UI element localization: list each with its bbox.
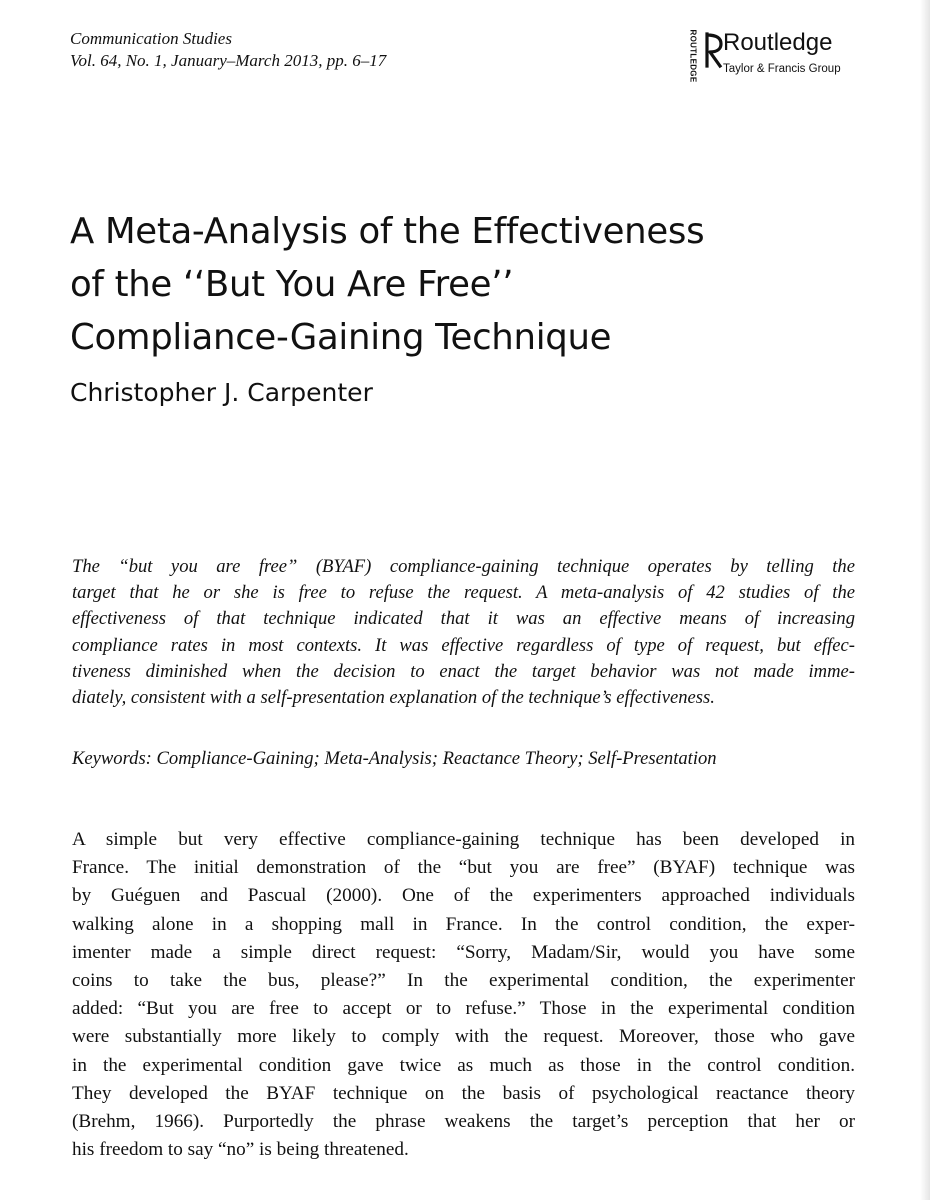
journal-volume: Vol. 64, No. 1, January–March 2013, pp. 6–17 [70,51,387,70]
body-line: walking alone in a shopping mall in France. In the control condition, the exper- [72,913,855,935]
body-line: coins to take the bus, please?” In the experimental condition, the experimenter [72,970,855,992]
journal-info [70,28,386,72]
abstract-line: compliance rates in most contexts. It was effective regardless of type of request, but effec- [72,634,855,656]
abstract-line: target that he or she is free to refuse the request. A meta-analysis of 42 studies of the [72,582,855,604]
publisher-logo [682,26,872,84]
publisher-group: Taylor & Francis Group [723,63,841,75]
page-edge-shadow [920,0,930,1200]
title-line: A Meta-Analysis of the Effectiveness [70,211,705,252]
body-line: were substantially more likely to comply with the request. Moreover, those who gave [72,1026,855,1048]
body-line: A simple but very effective compliance-gaining technique has been developed in [72,829,855,850]
body-paragraph [72,826,855,1164]
abstract-line: diately, consistent with a self-presentation explanation of the technique’s effectiveness. [72,687,715,709]
publisher-name: Routledge [723,29,833,56]
routledge-r-icon [704,30,724,70]
author-name: Christopher J. Carpenter [70,378,373,407]
keywords: Keywords: Compliance-Gaining; Meta-Analysis; Reactance Theory; Self-Presentation [72,748,717,769]
abstract-line: The “but you are free” (BYAF) compliance-gaining technique operates by telling the [72,556,855,577]
journal-name: Communication Studies [70,29,232,48]
title-line: of the ‘‘But You Are Free’’ [70,264,514,305]
body-line: in the experimental condition gave twice as much as those in the control condition. [72,1054,855,1076]
body-line: by Guéguen and Pascual (2000). One of the experimenters approached individuals [72,885,855,907]
publisher-vertical-wordmark: ROUTLEDGE [688,29,698,83]
body-line: his freedom to say “no” is being threatened. [72,1139,409,1161]
body-line: (Brehm, 1966). Purportedly the phrase weakens the target’s perception that her or [72,1111,855,1133]
body-line: France. The initial demonstration of the “but you are free” (BYAF) technique was [72,857,855,879]
body-line: added: “But you are free to accept or to refuse.” Those in the experimental condition [72,998,855,1020]
abstract-line: tiveness diminished when the decision to enact the target behavior was not made imme- [72,660,855,682]
body-line: imenter made a simple direct request: “Sorry, Madam/Sir, would you have some [72,941,855,963]
article-title [70,205,704,364]
body-line: They developed the BYAF technique on the basis of psychological reactance theory [72,1082,855,1104]
title-line: Compliance-Gaining Technique [70,317,612,358]
abstract [72,554,855,711]
abstract-line: effectiveness of that technique indicated that it was an effective means of increasing [72,608,855,630]
